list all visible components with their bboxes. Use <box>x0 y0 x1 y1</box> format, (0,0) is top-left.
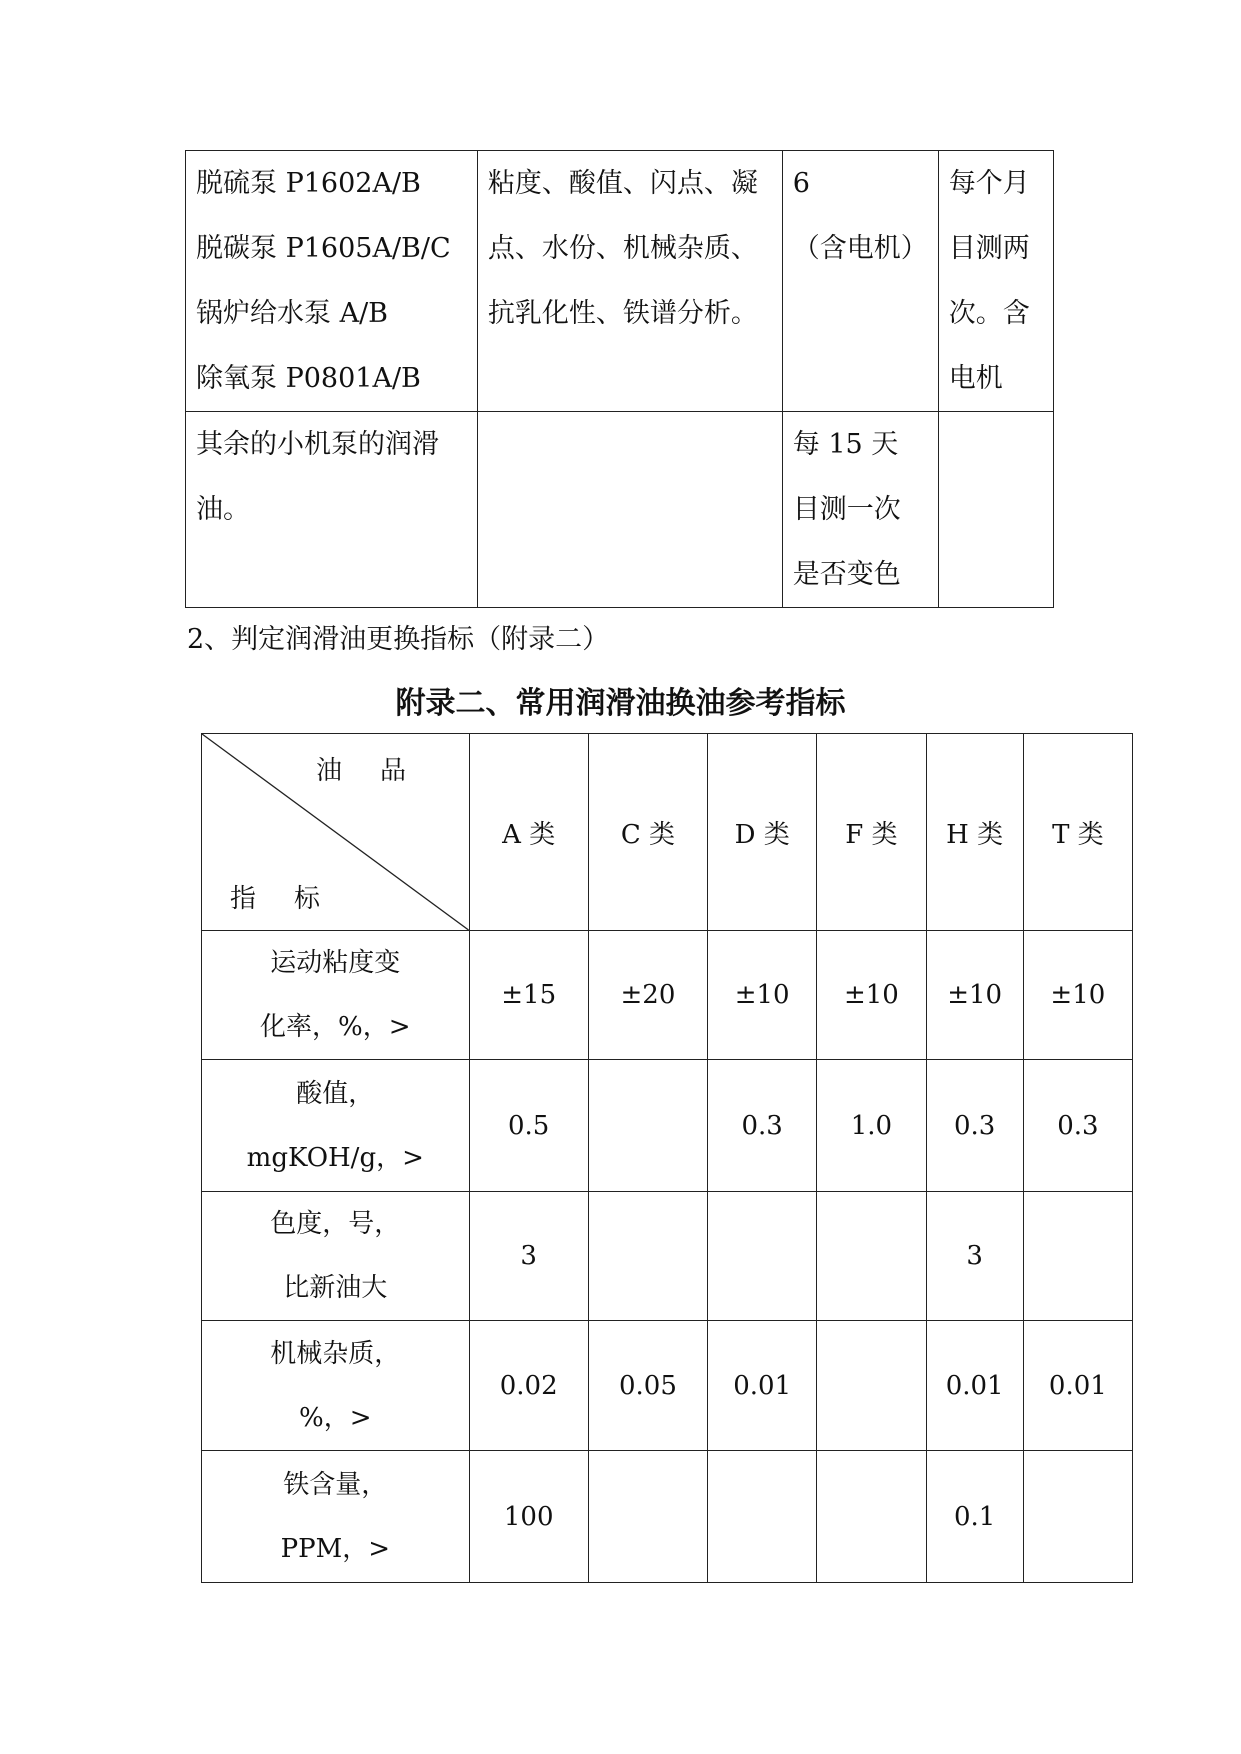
count-line: （含电机） <box>792 233 928 264</box>
value-cell: ±10 <box>1023 931 1132 1060</box>
equipment-cell <box>186 151 478 412</box>
value-cell: 100 <box>469 1451 588 1583</box>
value-cell <box>708 1192 817 1321</box>
reference-table <box>201 733 1133 1583</box>
value-cell <box>588 1451 707 1583</box>
value-cell <box>588 1192 707 1321</box>
items-line: 点、水份、机械杂质、 <box>487 233 758 264</box>
row-label-line: 色度，号， <box>270 1209 401 1239</box>
value-cell: ±10 <box>817 931 926 1060</box>
column-header: H 类 <box>926 734 1023 931</box>
row-label <box>202 1060 470 1192</box>
row-label-line: mgKOH/g，> <box>246 1142 424 1173</box>
value-cell: 0.3 <box>1023 1060 1132 1192</box>
row-label-line: 比新油大 <box>283 1273 388 1303</box>
equipment-line: 其余的小机泵的润滑 <box>196 429 439 460</box>
column-header: C 类 <box>588 734 707 931</box>
count-cell <box>782 412 938 608</box>
table-row <box>186 151 1054 412</box>
value-cell: ±10 <box>708 931 817 1060</box>
count-line: 目测一次 <box>792 494 901 525</box>
value-cell <box>817 1192 926 1321</box>
column-header: D 类 <box>708 734 817 931</box>
value-cell: 0.3 <box>708 1060 817 1192</box>
count-line: 每 15 天 <box>792 429 899 460</box>
table-row <box>186 412 1054 608</box>
frequency-cell <box>938 151 1053 412</box>
count-line: 6 <box>792 168 810 199</box>
equipment-line: 除氧泵 P0801A/B <box>196 363 421 394</box>
frequency-line: 次。含 <box>948 298 1030 329</box>
value-cell <box>1023 1451 1132 1583</box>
value-cell: 0.05 <box>588 1321 707 1451</box>
value-cell: 1.0 <box>817 1060 926 1192</box>
value-cell: 0.01 <box>1023 1321 1132 1451</box>
section-heading: 2、判定润滑油更换指标（附录二） <box>187 624 610 655</box>
items-cell <box>477 412 782 608</box>
value-cell: 3 <box>469 1192 588 1321</box>
column-header: A 类 <box>469 734 588 931</box>
value-cell <box>1023 1192 1132 1321</box>
table-row <box>202 1451 1133 1583</box>
equipment-line: 脱碳泵 P1605A/B/C <box>196 233 451 264</box>
frequency-line: 每个月 <box>948 168 1030 199</box>
value-cell: 0.02 <box>469 1321 588 1451</box>
row-label <box>202 931 470 1060</box>
value-cell: 0.1 <box>926 1451 1023 1583</box>
row-label-line: 酸值， <box>296 1078 375 1109</box>
row-label-line: %，> <box>299 1402 372 1433</box>
table-row <box>202 931 1133 1060</box>
value-cell <box>817 1321 926 1451</box>
value-cell <box>588 1060 707 1192</box>
row-label <box>202 1321 470 1451</box>
count-line: 是否变色 <box>792 559 901 590</box>
count-cell <box>782 151 938 412</box>
value-cell: ±15 <box>469 931 588 1060</box>
items-cell <box>477 151 782 412</box>
value-cell: 3 <box>926 1192 1023 1321</box>
frequency-line: 电机 <box>948 363 1003 394</box>
equipment-cell <box>186 412 478 608</box>
row-label <box>202 1192 470 1321</box>
monitor-table <box>185 150 1054 608</box>
table-row <box>202 1192 1133 1321</box>
corner-bottom-label: 指标 <box>230 884 359 914</box>
equipment-line: 油。 <box>196 494 250 525</box>
value-cell <box>708 1451 817 1583</box>
value-cell: 0.3 <box>926 1060 1023 1192</box>
value-cell: 0.01 <box>708 1321 817 1451</box>
frequency-cell <box>938 412 1053 608</box>
value-cell: ±20 <box>588 931 707 1060</box>
value-cell: 0.5 <box>469 1060 588 1192</box>
header-row <box>202 734 1133 931</box>
table-row <box>202 1321 1133 1451</box>
row-label-line: 铁含量， <box>283 1469 388 1500</box>
items-line: 抗乳化性、铁谱分析。 <box>487 298 758 329</box>
appendix-title: 附录二、常用润滑油换油参考指标 <box>395 686 846 721</box>
row-label-line: 机械杂质， <box>270 1338 401 1369</box>
corner-header-cell <box>202 734 470 931</box>
row-label <box>202 1451 470 1583</box>
value-cell: 0.01 <box>926 1321 1023 1451</box>
table-row <box>202 1060 1133 1192</box>
column-header: T 类 <box>1023 734 1132 931</box>
corner-top-label: 油品 <box>316 756 445 786</box>
frequency-line: 目测两 <box>948 233 1030 264</box>
row-label-line: 运动粘度变 <box>270 948 401 978</box>
equipment-line: 锅炉给水泵 A/B <box>196 298 389 329</box>
value-cell <box>817 1451 926 1583</box>
equipment-line: 脱硫泵 P1602A/B <box>196 168 421 199</box>
row-label-line: 化率，%，> <box>260 1012 411 1042</box>
value-cell: ±10 <box>926 931 1023 1060</box>
column-header: F 类 <box>817 734 926 931</box>
row-label-line: PPM，> <box>280 1533 390 1564</box>
items-line: 粘度、酸值、闪点、凝 <box>487 168 758 199</box>
